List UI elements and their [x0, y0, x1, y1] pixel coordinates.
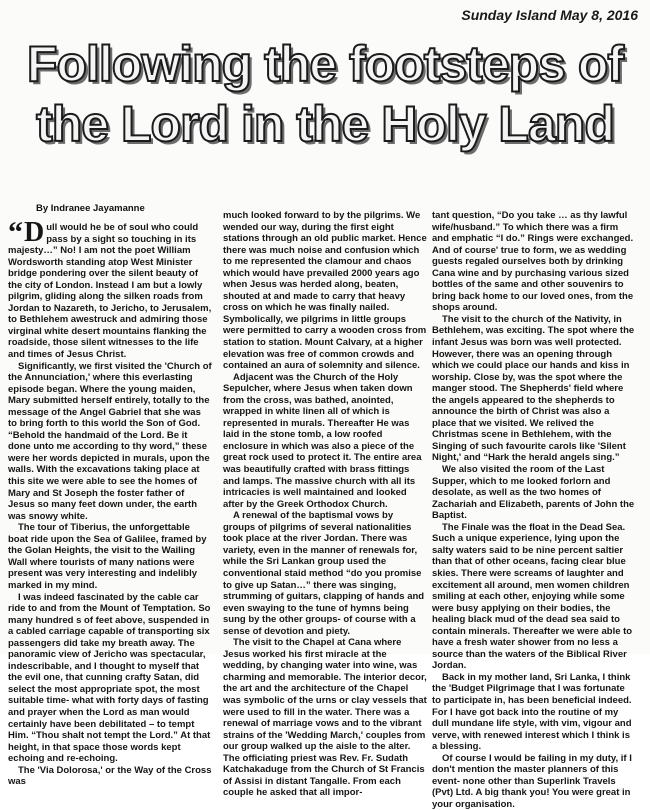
byline: By Indranee Jayamanne [36, 203, 145, 214]
paragraph: The 'Via Dolorosa,' or the Way of the Cross was [8, 764, 212, 788]
paragraph: much looked forward to by the pilgrims. We wended our way, during the first eight stations through an old public market. Hence there was much noise and confusion which to me represented the clamour and chaos which would have prevailed 2000 years ago when Jesus was herded along, beaten, shouted at and made to carry that heavy cross on which he was finally nailed. Symbolically, we pilgrims in little groups were permitted to carry a wooden cross from station to station. Mount Calvary, at a higher elevation was free of common crowds and contained an aura of solemnity and silence. [223, 210, 427, 372]
headline-line-1: Following the footsteps of [26, 36, 624, 92]
paragraph: Significantly, we first visited the 'Church of the Annunciation,' where this everlasting episode began. Where the young maiden, Mary submitted herself entirely, totally to the message of the Angel Gabriel that she was to bring forth to this world the Son of God. “Behold the handmaid of the Lord. Be it done unto me according to thy word,” these were her words depicted in murals, upon the walls. With the excavations taking place at this site we were able to see the homes of Mary and St Joseph the foster father of Jesus so many feet down under, the earth was snowy white. [8, 360, 212, 522]
article-body [8, 210, 640, 810]
paragraph: Back in my mother land, Sri Lanka, I think the 'Budget Pilgrimage that I was fortunate to participate in, has been beneficial indeed. For I have got back into the routine of my dull mundane life style, with vim, vigour and verve, with renewed interest which I think is a blessing. [432, 671, 632, 753]
paragraph: tant question, “Do you take … as thy lawful wife/husband.” To which there was a firm and emphatic “I do.” Rings were exchanged. And of course' true to form, we as wedding guests regaled ourselves both by drinking Cana wine and by purchasing various sized bottles of the same and other souvenirs to bring back home to our loved ones, from the shops around. [432, 210, 634, 314]
paragraph: I was indeed fascinated by the cable car ride to and from the Mount of Temptation. So many hundred s of feet above, suspended in a cabled carriage capable of transporting six passengers did take my breath away. The panoramic view of Jericho was spectacular, indescribable, and I thought to myself that the evil one, that cunning crafty Satan, did select the most appropriate spot, the most suitable time- what with forty days of fasting and prayer when the Lord as man would certainly have been debilitated – to tempt Him. “Thou shalt not tempt the Lord.” At that height, in that space those words kept echoing and re-echoing. [8, 591, 211, 765]
paragraph: The visit to the Chapel at Cana where Jesus worked his first miracle at the wedding, by changing water into wine, was charming and memorable. The interior decor, the art and the architecture of the Chapel was symbolic of the urns or clay vessels that were used to fill in the water. There was a renewal of marriage vows and to the vibrant strains of the 'Wedding March,' couples from our group walked up the aisle to the alter. The officiating priest was Rev. Fr. Sudath Katchakaduge from the Church of St Francis of Assisi in distant Tangalle. From each couple he asked that all impor- [223, 637, 427, 799]
paragraph: Adjacent was the Church of the Holy Sepulcher, where Jesus when taken down from the cross, was bathed, anointed, wrapped in white linen all of which is represented in murals. Thereafter He was laid in the stone tomb, a low roofed enclosure in which was also a piece of the great rock used to protect it. The entire area was beautifully crafted with brass fittings and lamps. The massive church with all its intricacies is well maintained and looked after by the Greek Orthodox Church. [223, 371, 422, 510]
paragraph: The visit to the church of the Nativity, in Bethlehem, was exciting. The spot where the infant Jesus was born was well protected. However, there was an opening through which we could place our hands and kiss in worship. Close by, was the spot where the manger stood. The Shepherds' field where the angels appeared to the shepherds to announce the birth of Christ was also a place that we visited. We relived the Christmas scene in Bethlehem, with the Singing of such favourite carols like 'Silent Night,' and “Hark the herald angels sing.” [432, 313, 635, 464]
paragraph-text: ull would he be of soul who could pass by a sight so touching in its majesty…” No! I am not the poet William Wordsworth standing atop West Minister bridge pondering over the silent beauty of the city of London. Instead I am but a lowly pilgrim, gliding along the silken roads from Jordan to Nazareth, to Jericho, to Jerusalem, to Bethlehem awestruck and admiring those virginal white desert mountains flanking the roadside, those silent witnesses to the life and times of Jesus Christ. [8, 222, 212, 361]
headline [0, 34, 650, 154]
article-column-2 [223, 210, 427, 799]
paragraph: We also visited the room of the Last Supper, which to me looked forlorn and desolate, as well as the two homes of Zachariah and Elizabeth, parents of John the Baptist. [432, 464, 635, 522]
article-column-1 [8, 216, 212, 788]
paragraph: A renewal of the baptismal vows by groups of pilgrims of several nationalities took place at the river Jordan. There was variety, even in the manner of renewals for, while the Sri Lankan group used the conventional staid method “do you promise to give up Satan…” there was singing, strumming of guitars, clapping of hands and even swaying to the tune of hymns being sung by the other groups- of course with a sense of devotion and piety. [223, 510, 425, 637]
paragraph: Of course I would be failing in my duty, if I don't mention the master planners of this event- none other than Superlink Travels (Pvt) Ltd. A big thank you! You were great in your organisation. [432, 752, 632, 810]
paragraph: The Finale was the float in the Dead Sea. Such a unique experience, lying upon the salty waters said to be nine percent saltier than that of other oceans, facing clear blue skies. There were screams of laughter and excitement all around, men women children smiling at each other, enjoying while some were busy applying on their bodies, the healing black mud of the dead sea said to contain minerals. Thereafter we were able to have a fresh water shower from no less a source than the waters of the Biblical River Jordan. [432, 521, 633, 672]
drop-cap: D [24, 217, 45, 248]
dateline: Sunday Island May 8, 2016 [461, 7, 638, 23]
opening-quote-mark: “ [8, 216, 23, 249]
paragraph [8, 216, 212, 361]
article-column-3 [432, 210, 636, 810]
paragraph: The tour of Tiberius, the unforgettable boat ride upon the Sea of Galilee, framed by the Golan Heights, the visit to the Wailing Wall where tourists of many nations were present was very interesting and indelibly marked in my mind. [8, 522, 207, 591]
headline-line-2: the Lord in the Holy Land [36, 96, 614, 152]
